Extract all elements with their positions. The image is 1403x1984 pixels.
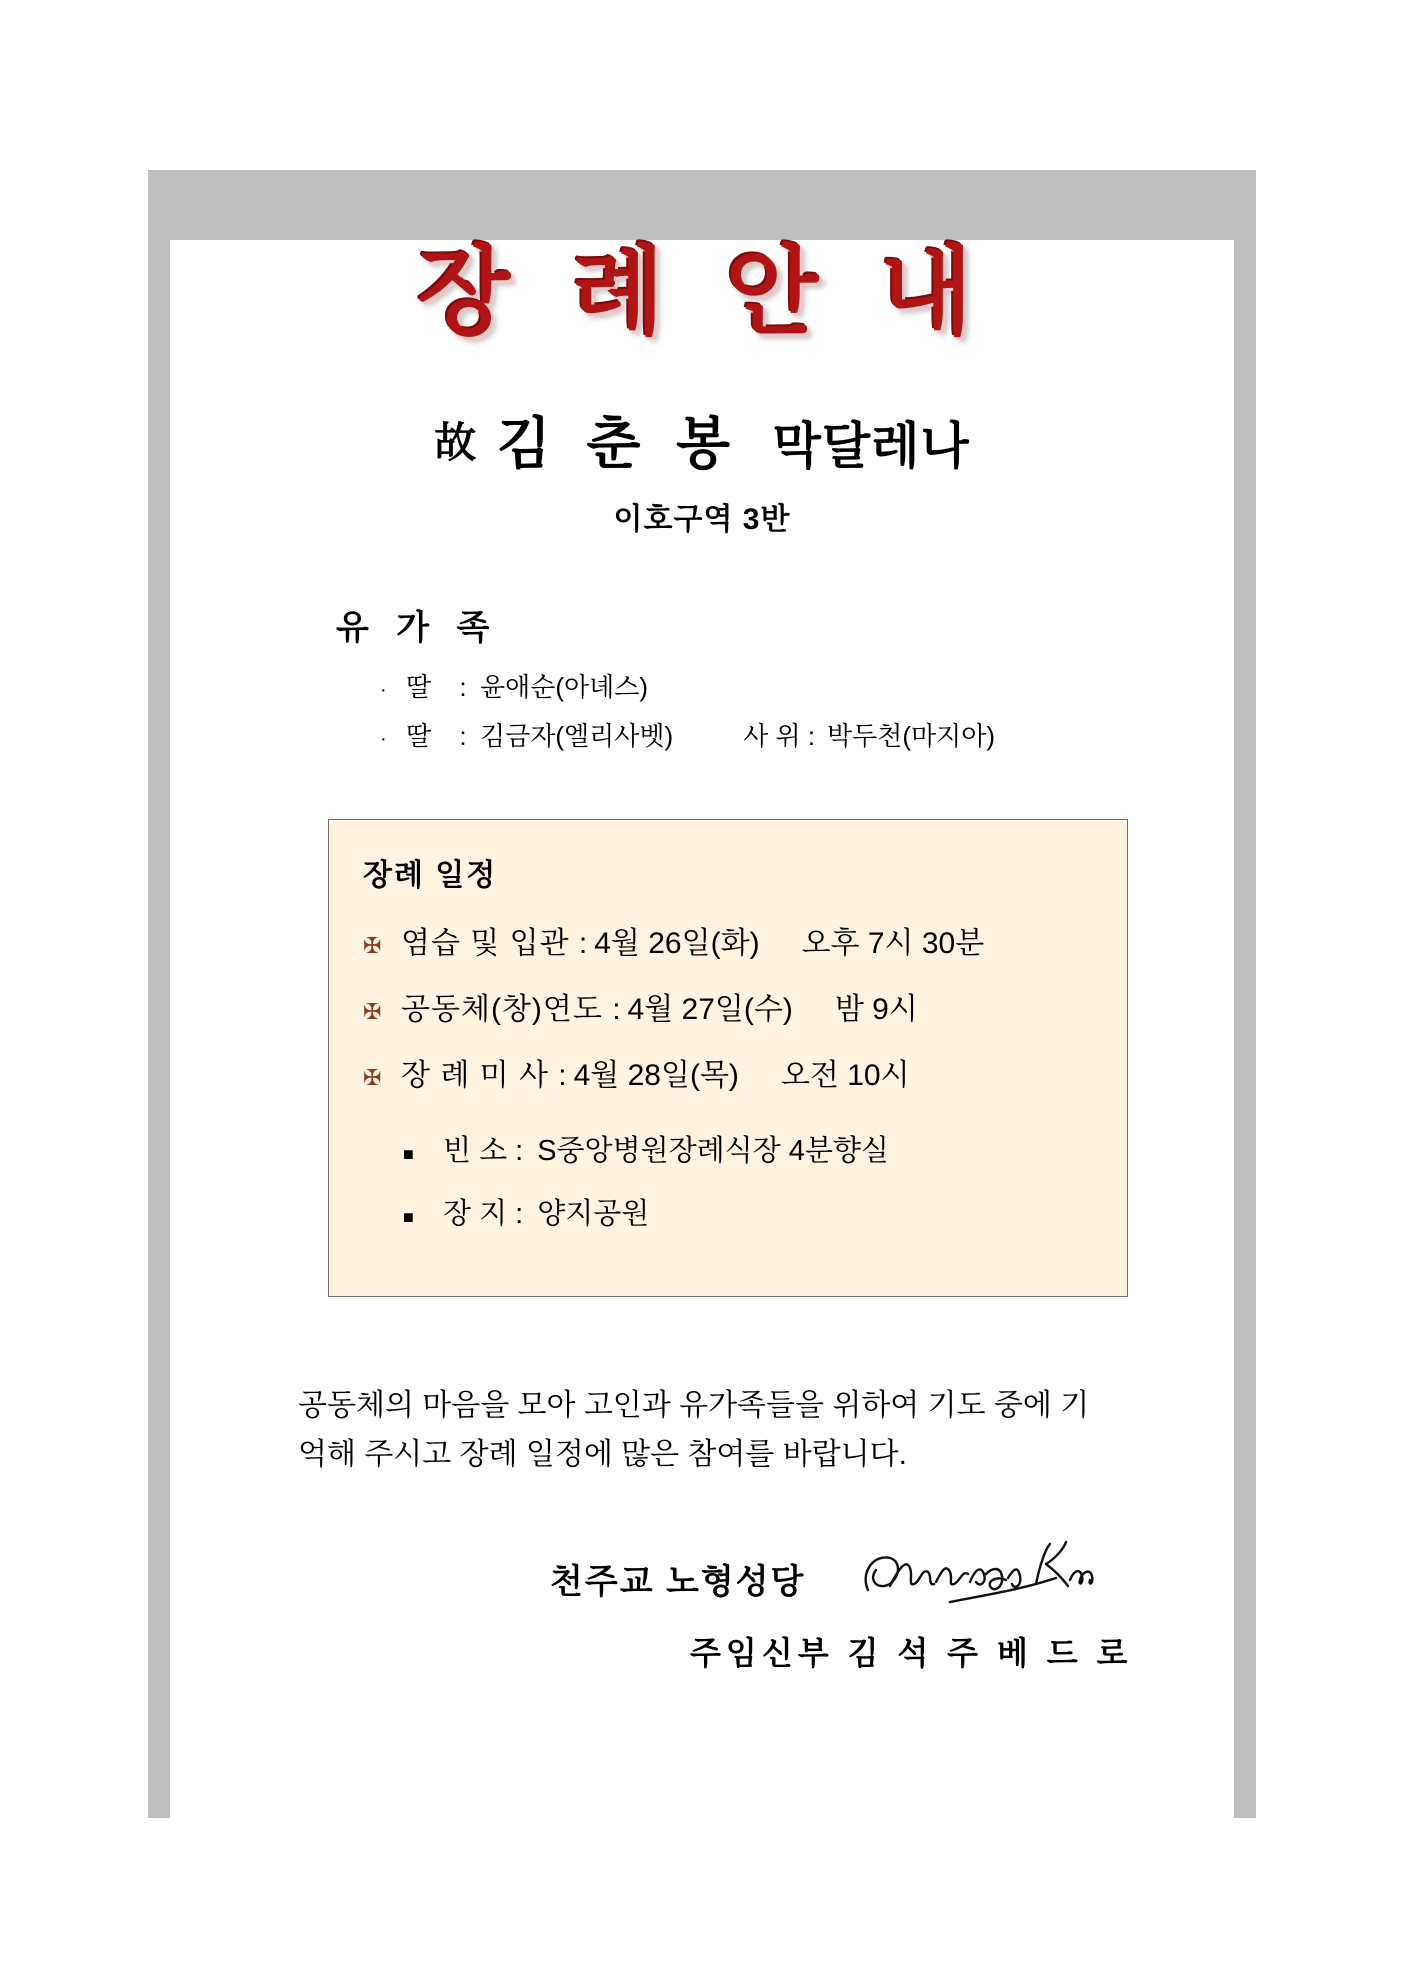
schedule-time: 오후 7시 30분 xyxy=(801,926,985,960)
schedule-row xyxy=(363,1050,1093,1094)
schedule-date: 4월 26일(화) xyxy=(594,926,760,960)
place-label: 장 지 : xyxy=(443,1197,524,1230)
place-row xyxy=(403,1191,1093,1232)
spouse-name: 박두천(마지아) xyxy=(827,720,996,751)
family-section xyxy=(170,600,1234,753)
place-list xyxy=(363,1128,1093,1232)
family-relation: 딸 xyxy=(406,720,432,751)
schedule-label: 염습 및 입관 : xyxy=(401,926,589,960)
deceased-baptismal-name: 막달레나 xyxy=(772,416,970,475)
schedule-box xyxy=(328,819,1128,1297)
schedule-time: 오전 10시 xyxy=(780,1058,910,1092)
place-row xyxy=(403,1128,1093,1169)
family-member-name: 윤애순(아녜스) xyxy=(480,671,649,702)
document-page xyxy=(170,236,1234,1844)
cross-icon: ✠ xyxy=(363,1064,382,1090)
dot-bullet-icon: · xyxy=(380,727,387,750)
schedule-title: 장례 일정 xyxy=(363,858,498,892)
family-relation: 딸 xyxy=(406,671,432,702)
square-bullet-icon: ■ xyxy=(403,1143,414,1164)
spouse-relation: 사 위 : xyxy=(743,720,816,751)
family-list xyxy=(336,667,1234,753)
handwritten-signature-icon xyxy=(850,1524,1110,1614)
deceased-prefix: 故 xyxy=(434,418,479,466)
schedule-row xyxy=(363,984,1093,1028)
deceased-name: 김 춘 봉 xyxy=(496,411,741,475)
family-heading: 유 가 족 xyxy=(336,608,499,647)
family-member-name: 김금자(엘리사벳) xyxy=(480,720,674,751)
page-title: 장 례 안 내 xyxy=(417,236,987,348)
deceased-district: 이호구역 3반 xyxy=(613,502,791,536)
schedule-label: 공동체(창)연도 : xyxy=(401,992,622,1026)
schedule-date: 4월 28일(목) xyxy=(573,1058,739,1092)
place-label: 빈 소 : xyxy=(443,1134,524,1167)
cross-icon: ✠ xyxy=(363,998,382,1024)
parish-name: 천주교 노형성당 xyxy=(550,1562,806,1601)
dot-bullet-icon: · xyxy=(380,678,387,701)
document-frame xyxy=(148,170,1256,1818)
list-item xyxy=(380,667,1234,704)
list-item xyxy=(380,716,1234,753)
signature-area xyxy=(170,1554,1234,1734)
family-colon: : xyxy=(459,671,467,702)
place-value: S중앙병원장례식장 4분향실 xyxy=(537,1134,889,1167)
schedule-date: 4월 27일(수) xyxy=(627,992,793,1026)
schedule-row xyxy=(363,918,1093,962)
message-text: 공동체의 마음을 모아 고인과 유가족들을 위하여 기도 중에 기억해 주시고 장례 일정에 많은 참여를 바랍니다. xyxy=(298,1388,1090,1472)
cross-icon: ✠ xyxy=(363,932,382,958)
place-value: 양지공원 xyxy=(537,1197,650,1230)
schedule-label: 장 례 미 사 : xyxy=(401,1058,568,1092)
schedule-time: 밤 9시 xyxy=(834,992,918,1026)
priest-name: 주임신부 김 석 주 베 드 로 xyxy=(690,1634,1133,1671)
square-bullet-icon: ■ xyxy=(403,1206,414,1227)
deceased-name-line xyxy=(170,400,1234,480)
family-colon: : xyxy=(459,720,467,751)
